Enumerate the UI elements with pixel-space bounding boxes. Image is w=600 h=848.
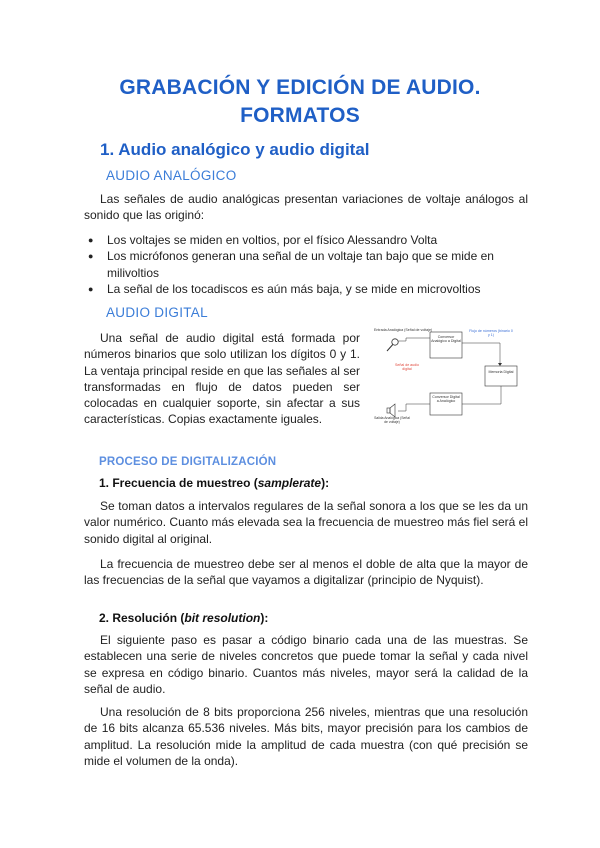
document-title-line2: FORMATOS <box>240 104 360 127</box>
list-item: ● Los voltajes se miden en voltios, por el físico Alessandro Volta <box>84 232 528 248</box>
step1-title-prefix: 1. Frecuencia de muestreo ( <box>99 476 258 490</box>
step2-paragraph-1: El siguiente paso es pasar a código binario cada una de las muestras. Se establecen una serie de niveles concretos que puede tomar la señal y cada nivel se expresa en código binario. Cuantos más niveles, mayor será la calidad de la señal de audio. <box>84 633 528 696</box>
memory-label: Memoria Digital <box>488 370 514 374</box>
dac-label: Conversor Digital a Analógico <box>432 395 460 404</box>
digitization-diagram <box>370 327 535 427</box>
arrow-head <box>498 363 502 366</box>
analog-bullet-list <box>84 232 528 297</box>
digital-audio-heading: AUDIO DIGITAL <box>106 305 208 320</box>
connector-line <box>462 386 501 404</box>
document-title-line1: GRABACIÓN Y EDICIÓN DE AUDIO. <box>119 76 481 99</box>
output-label: Salida Analógica (Señal de voltaje) <box>374 416 410 424</box>
step2-title-suffix: ): <box>260 611 269 625</box>
step2-title-term: bit resolution <box>184 611 261 625</box>
step1-title-suffix: ): <box>321 476 330 490</box>
adc-label-wrap <box>431 335 461 357</box>
step1-paragraph-1: Se toman datos a intervalos regulares de la señal sonora a los que se les da un valor numérico. Cuanto más elevada sea la frecuencia de muestreo más fiel será el sonido digital al original. <box>84 499 528 546</box>
microphone-icon <box>387 339 398 351</box>
analog-intro-paragraph: Las señales de audio analógicas presentan variaciones de voltaje análogos al sonido que las originó: <box>84 192 528 223</box>
step1-title-term: samplerate <box>257 476 322 490</box>
step2-paragraph-2: Una resolución de 8 bits proporciona 256 niveles, mientras que una resolución de 16 bits alcanza 65.536 niveles. Más bits, mayor precisión para los cambios de amplitud. La resolución mide la amplitud de cada muestra (con qué precisión se mide el volumen de la onda). <box>84 705 528 768</box>
step2-title <box>99 611 268 625</box>
flow-label: Flujo de números (binario 0 y 1) <box>469 329 513 338</box>
analog-audio-heading: AUDIO ANALÓGICO <box>106 168 237 183</box>
flow-label-wrap <box>468 329 514 343</box>
connector-line <box>398 404 430 411</box>
list-item: ● Los micrófonos generan una señal de un voltaje tan bajo que se mide en milivoltios <box>84 248 528 281</box>
digital-audio-paragraph: Una señal de audio digital está formada por números binarios que solo utilizan los dígitos 0 y 1. La ventaja principal reside en que las señales al ser transformadas en flujo de datos pueden ser colocadas en cualquier soporte, sin afectar a sus características. Copias exactamente iguales. <box>84 331 360 427</box>
diagram-input-label: Entrada Analógica (Señal de voltaje) <box>374 328 433 332</box>
connector-line <box>462 343 500 365</box>
step2-title-prefix: 2. Resolución ( <box>99 611 185 625</box>
output-label-wrap <box>372 416 412 427</box>
adc-label: Conversor Analógico a Digital <box>431 335 461 344</box>
memory-label-wrap <box>486 370 516 384</box>
connector-line <box>398 338 430 341</box>
section-heading: 1. Audio analógico y audio digital <box>100 140 370 159</box>
step1-title <box>99 476 329 490</box>
signal-label-wrap <box>390 363 424 381</box>
step1-paragraph-2: La frecuencia de muestreo debe ser al menos el doble de alta que la mayor de las frecuencias de la señal que vayamos a digitalizar (principio de Nyquist). <box>84 557 528 588</box>
signal-label: Señal de audio digital <box>395 363 419 372</box>
list-item: ● La señal de los tocadiscos es aún más baja, y se mide en microvoltios <box>84 281 528 297</box>
dac-label-wrap <box>431 395 461 414</box>
process-heading: PROCESO DE DIGITALIZACIÓN <box>99 456 277 468</box>
